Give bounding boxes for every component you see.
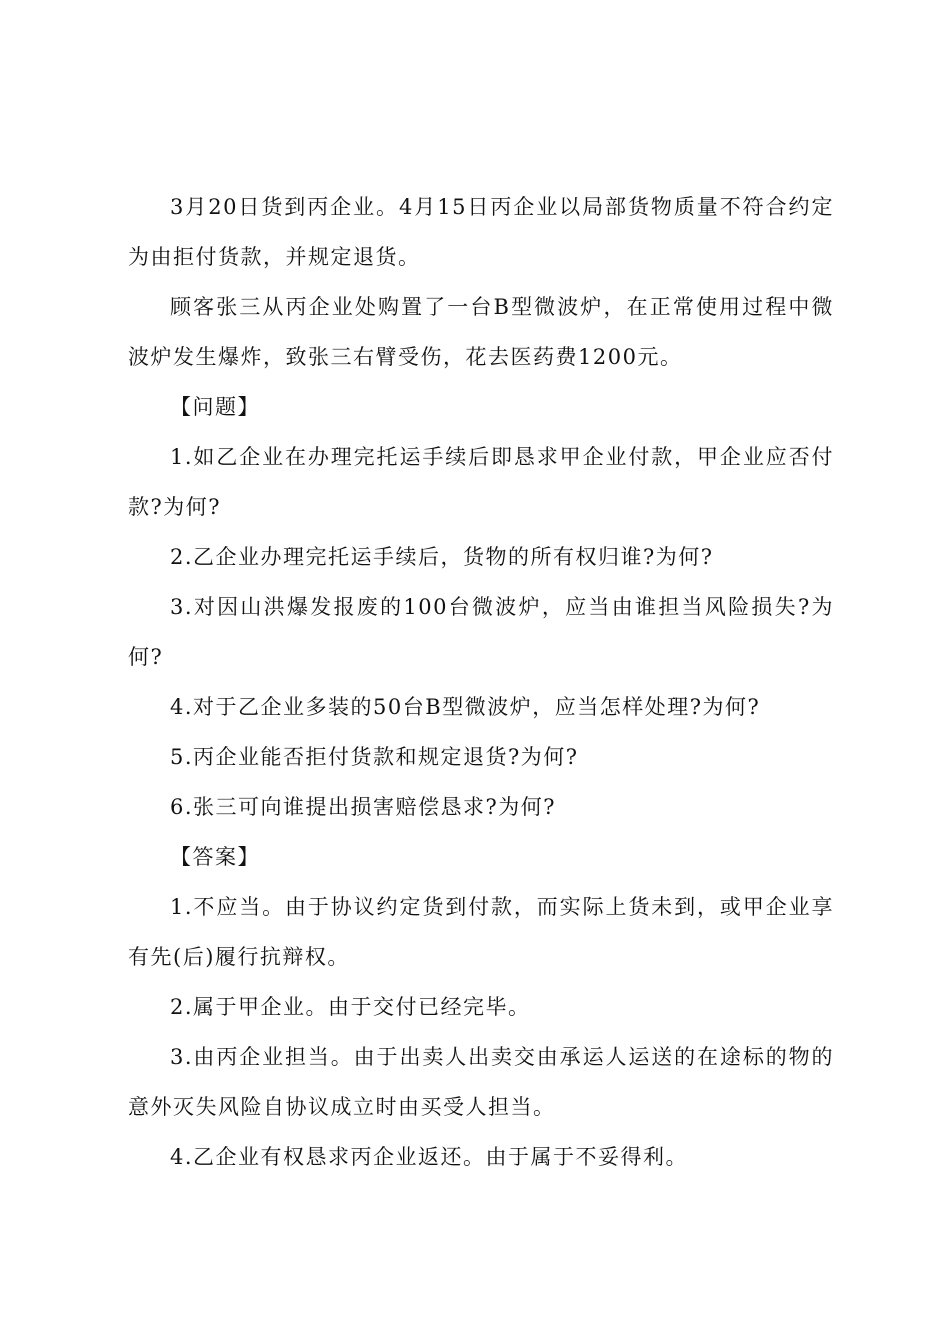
answer-2: 2.属于甲企业。由于交付已经完毕。: [170, 995, 531, 1019]
question-3: 3.对因山洪爆发报废的100台微波炉，应当由谁担当风险损失?为何?: [128, 595, 834, 669]
question-1: 1.如乙企业在办理完托运手续后即恳求甲企业付款，甲企业应否付款?为何?: [128, 445, 834, 519]
paragraph-microwave-explosion: 顾客张三从丙企业处购置了一台B型微波炉，在正常使用过程中微波炉发生爆炸，致张三右臂受伤，花去医药费1200元。: [128, 295, 834, 369]
question-6: 6.张三可向谁提出损害赔偿恳求?为何?: [170, 795, 557, 819]
answer-1: 1.不应当。由于协议约定货到付款，而实际上货未到，或甲企业享有先(后)履行抗辩权。: [128, 895, 834, 969]
question-4: 4.对于乙企业多装的50台B型微波炉，应当怎样处理?为何?: [170, 695, 761, 719]
heading-questions: 【问题】: [170, 395, 260, 419]
paragraph-delivery-rejection: 3月20日货到丙企业。4月15日丙企业以局部货物质量不符合约定为由拒付货款，并规定退货。: [128, 195, 834, 269]
document-body: [128, 182, 834, 1182]
heading-answers: 【答案】: [170, 845, 260, 869]
answer-4: 4.乙企业有权恳求丙企业返还。由于属于不妥得利。: [170, 1145, 689, 1169]
question-5: 5.丙企业能否拒付货款和规定退货?为何?: [170, 745, 579, 769]
answer-3: 3.由丙企业担当。由于出卖人出卖交由承运人运送的在途标的物的意外灭失风险自协议成立时由买受人担当。: [128, 1045, 834, 1119]
question-2: 2.乙企业办理完托运手续后，货物的所有权归谁?为何?: [170, 545, 714, 569]
